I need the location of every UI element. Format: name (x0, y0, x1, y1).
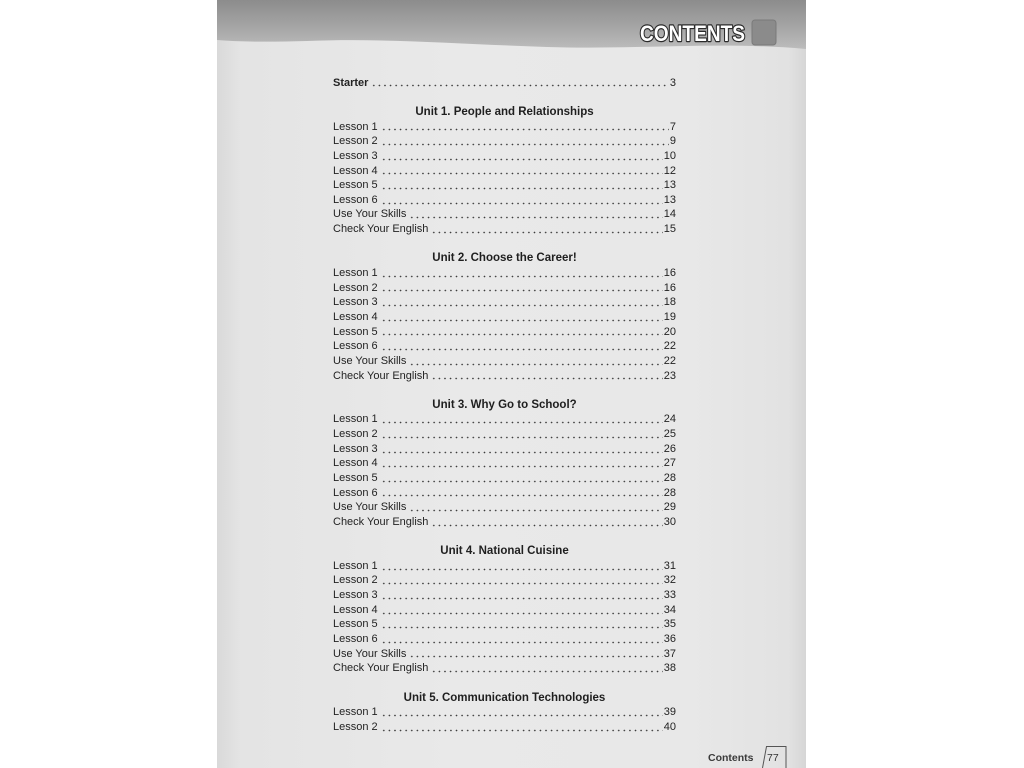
dot-leader (408, 647, 662, 662)
toc-entry-page: 22 (663, 340, 676, 353)
toc-entry (333, 500, 676, 515)
toc-entry (333, 471, 676, 486)
dot-leader (380, 120, 669, 135)
toc-entry (333, 325, 676, 340)
dot-leader (408, 500, 662, 515)
toc-entry (333, 632, 676, 647)
toc-entry-label: Lesson 4 (333, 164, 378, 177)
toc-entry (333, 427, 676, 442)
toc-entry-label: Use Your Skills (333, 501, 407, 514)
toc-entry-page: 10 (663, 149, 676, 162)
unit-heading: Unit 3. Why Go to School? (432, 398, 577, 411)
page-number-box (762, 746, 787, 768)
toc-entry-label: Lesson 4 (333, 603, 378, 616)
toc-entry (333, 193, 676, 208)
toc-entry (333, 134, 676, 149)
toc-entry-label: Lesson 4 (333, 457, 378, 470)
toc-entry-page: 32 (663, 574, 676, 587)
toc-entry-label: Lesson 1 (333, 559, 378, 572)
toc-entry-label: Lesson 5 (333, 179, 378, 192)
toc-entry (333, 486, 676, 501)
toc-entry-label: Check Your English (333, 369, 429, 382)
dot-leader (380, 632, 663, 647)
toc-entry-page: 13 (663, 179, 676, 192)
dot-leader (380, 178, 663, 193)
toc-entry-page: 16 (663, 267, 676, 280)
dot-leader (380, 339, 663, 354)
header-band (217, 0, 806, 60)
toc-entry-page: 13 (663, 193, 676, 206)
unit-heading: Unit 2. Choose the Career! (432, 252, 577, 265)
toc-entry-label: Lesson 5 (333, 325, 378, 338)
toc-entry-page: 28 (663, 471, 676, 484)
toc-entry (333, 281, 676, 296)
toc-entry (333, 617, 676, 632)
unit-heading: Unit 1. People and Relationships (415, 105, 594, 118)
toc-entry-page: 30 (663, 515, 676, 528)
toc-entry-page: 19 (663, 310, 676, 323)
page-title: CONTENTS (640, 21, 745, 46)
toc-entry-page: 40 (663, 720, 676, 733)
toc-entry-page: 39 (663, 706, 676, 719)
toc-entry-label: Lesson 2 (333, 574, 378, 587)
toc-entry (333, 149, 676, 164)
toc-entry-label: Check Your English (333, 223, 429, 236)
dot-leader (380, 720, 663, 735)
toc-entry-page: 27 (663, 457, 676, 470)
toc-entry-label: Lesson 4 (333, 310, 378, 323)
toc-entry (333, 207, 676, 222)
toc-entry-label: Lesson 1 (333, 413, 378, 426)
toc-entry-page: 25 (663, 428, 676, 441)
toc-entry (333, 442, 676, 457)
toc-entry-page: 37 (663, 647, 676, 660)
toc-entry-page: 33 (663, 589, 676, 602)
toc-entry-label: Lesson 6 (333, 193, 378, 206)
toc-entry-label: Use Your Skills (333, 208, 407, 221)
unit-section (333, 691, 676, 735)
toc-entry-label: Lesson 2 (333, 720, 378, 733)
toc-entry (333, 412, 676, 427)
toc-entry-page: 18 (663, 296, 676, 309)
toc-entry (333, 178, 676, 193)
dot-leader (380, 266, 663, 281)
toc-entry-page: 31 (663, 559, 676, 572)
toc-entry-page: 38 (663, 662, 676, 675)
toc-entry (333, 661, 676, 676)
toc-entry (333, 266, 676, 281)
toc-entry-page: 24 (663, 413, 676, 426)
toc-entry-label: Use Your Skills (333, 647, 407, 660)
toc-entry-label: Lesson 1 (333, 706, 378, 719)
dot-leader (380, 559, 663, 574)
unit-section (333, 105, 676, 237)
toc-entry-label: Check Your English (333, 662, 429, 675)
dot-leader (408, 354, 662, 369)
toc-entry (333, 559, 676, 574)
toc-entry-label: Lesson 1 (333, 267, 378, 280)
dot-leader (408, 207, 662, 222)
toc-entry-page: 36 (663, 633, 676, 646)
toc-entry (333, 515, 676, 530)
dot-leader (380, 617, 663, 632)
toc-entry (333, 647, 676, 662)
unit-section (333, 544, 676, 676)
dot-leader (380, 573, 663, 588)
toc-entry-label: Lesson 2 (333, 135, 378, 148)
toc-entry-label: Lesson 2 (333, 428, 378, 441)
toc-entry-page: 26 (663, 442, 676, 455)
toc-entry (333, 720, 676, 735)
toc-entry (333, 295, 676, 310)
toc-entry-page: 28 (663, 486, 676, 499)
toc-entry-label: Use Your Skills (333, 354, 407, 367)
dot-leader (380, 588, 663, 603)
dot-leader (380, 705, 663, 720)
unit-section (333, 398, 676, 530)
toc-entry (333, 456, 676, 471)
toc-entry-page: 3 (669, 76, 676, 89)
document-page (217, 0, 806, 768)
unit-heading: Unit 5. Communication Technologies (403, 691, 606, 704)
toc-entry-page: 20 (663, 325, 676, 338)
dot-leader (380, 471, 663, 486)
dot-leader (380, 442, 663, 457)
toc-entry-label: Lesson 5 (333, 471, 378, 484)
dot-leader (380, 281, 663, 296)
toc-entry (333, 164, 676, 179)
toc-entry (333, 369, 676, 384)
toc-entry-label: Lesson 3 (333, 589, 378, 602)
toc-entry (333, 339, 676, 354)
toc-entry-page: 35 (663, 618, 676, 631)
dot-leader (430, 661, 662, 676)
toc-entry (333, 588, 676, 603)
toc-entry-page: 34 (663, 603, 676, 616)
dot-leader (380, 603, 663, 618)
toc-entry-label: Lesson 2 (333, 281, 378, 294)
dot-leader (380, 412, 663, 427)
dot-leader (380, 149, 663, 164)
dot-leader (380, 325, 663, 340)
dot-leader (380, 486, 663, 501)
toc-entry-label: Lesson 5 (333, 618, 378, 631)
page-number: 77 (767, 752, 779, 764)
toc-entry (333, 573, 676, 588)
dot-leader (430, 369, 662, 384)
toc-entry-label: Lesson 1 (333, 120, 378, 133)
dot-leader (380, 134, 669, 149)
toc-entry-label: Lesson 3 (333, 149, 378, 162)
toc-entry (333, 354, 676, 369)
dot-leader (380, 427, 663, 442)
toc-entry-label: Lesson 6 (333, 340, 378, 353)
dot-leader (380, 295, 663, 310)
toc-entry-page: 12 (663, 164, 676, 177)
dot-leader (380, 193, 663, 208)
toc-entry (333, 705, 676, 720)
unit-heading: Unit 4. National Cuisine (440, 545, 569, 558)
dot-leader (380, 310, 663, 325)
toc-entry-label: Lesson 3 (333, 442, 378, 455)
running-footer-label: Contents (708, 752, 754, 764)
toc-entry-label: Lesson 3 (333, 296, 378, 309)
toc-entry-label: Check Your English (333, 515, 429, 528)
toc-entry-label: Lesson 6 (333, 633, 378, 646)
toc-entry (333, 120, 676, 135)
toc-entry (333, 603, 676, 618)
toc-entry-page: 16 (663, 281, 676, 294)
dot-leader (430, 222, 662, 237)
toc-entry-page: 7 (669, 120, 676, 133)
dot-leader (430, 515, 662, 530)
toc-entry-page: 22 (663, 354, 676, 367)
toc-entry (333, 222, 676, 237)
dot-leader (380, 456, 663, 471)
dot-leader (380, 164, 663, 179)
dot-leader (370, 76, 668, 91)
toc-entry-label: Starter (333, 76, 369, 89)
toc-entry-page: 14 (663, 208, 676, 221)
toc-entry-page: 29 (663, 501, 676, 514)
toc-entry-page: 23 (663, 369, 676, 382)
toc-entry-page: 15 (663, 223, 676, 236)
toc-entry-starter (333, 76, 676, 91)
title-square-marker (752, 20, 776, 45)
table-of-contents (333, 76, 676, 735)
toc-entry-page: 9 (669, 135, 676, 148)
unit-section (333, 251, 676, 383)
toc-entry (333, 310, 676, 325)
toc-entry-label: Lesson 6 (333, 486, 378, 499)
